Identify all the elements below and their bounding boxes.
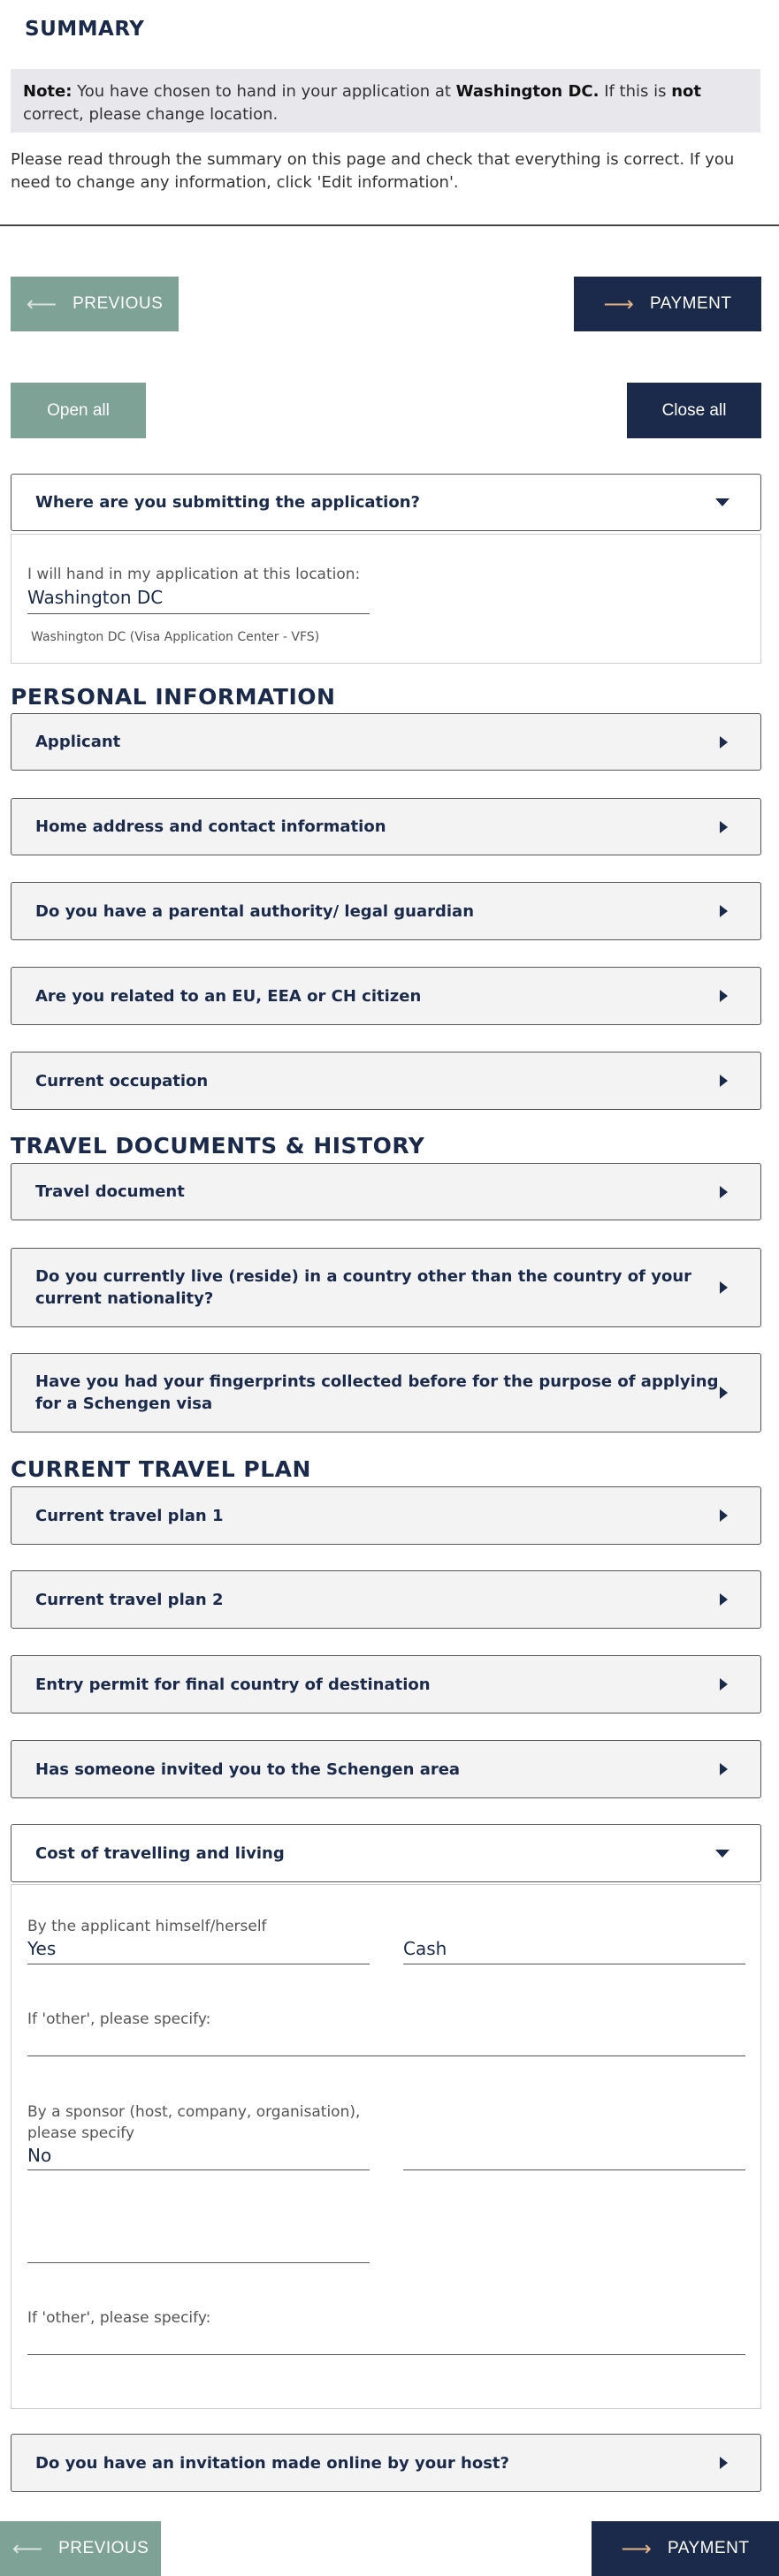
accordion-label: Current occupation [35,1071,209,1090]
section-personal-information: PERSONAL INFORMATION [11,684,336,710]
arrow-right-icon: ⟶ [603,292,634,316]
caret-right-icon [720,1509,728,1522]
location-center: Washington DC (Visa Application Center - VFS) [31,630,320,644]
accordion-online-invitation[interactable] [11,2434,761,2492]
other-specify-label-2: If 'other', please specify: [27,2309,211,2327]
caret-down-icon [715,498,729,506]
accordion-label: Has someone invited you to the Schengen area [35,1759,461,1779]
previous-button-top[interactable] [11,277,179,331]
note-text-1: You have chosen to hand in your application at [72,82,456,101]
accordion-applicant[interactable] [11,713,761,771]
payment-button-bottom[interactable] [592,2521,779,2576]
accordion-label: Where are you submitting the application? [35,493,420,512]
note-prefix: Note: [23,82,73,101]
caret-right-icon [720,1763,728,1775]
close-all-button[interactable]: Close all [627,383,761,438]
sponsor-cost-underline [27,2169,370,2170]
caret-right-icon [720,736,728,748]
caret-right-icon [720,821,728,833]
accordion-label: Do you have a parental authority/ legal guardian [35,901,475,921]
arrow-right-icon: ⟶ [621,2536,652,2561]
accordion-cost-of-travelling[interactable] [11,1824,761,1882]
accordion-label: Home address and contact information [35,817,386,836]
caret-right-icon [720,1186,728,1198]
section-current-travel-plan: CURRENT TRAVEL PLAN [11,1456,311,1482]
previous-button-bottom[interactable] [0,2521,161,2576]
accordion-travel-document[interactable] [11,1163,761,1220]
previous-label: PREVIOUS [58,2539,149,2557]
intro-text: Please read through the summary on this page and check that everything is correct. If you need to change any information, click 'Edit information'. [11,150,735,192]
accordion-label: Do you have an invitation made online by your host? [35,2453,509,2473]
accordion-label: Entry permit for final country of destination [35,1675,431,1694]
section-travel-documents: TRAVEL DOCUMENTS & HISTORY [11,1133,425,1159]
payment-label: PAYMENT [649,294,732,313]
accordion-label: Are you related to an EU, EEA or CH citizen [35,986,422,1006]
accordion-fingerprints[interactable] [11,1353,761,1432]
sponsor-means-underline [403,2169,745,2170]
location-note [11,69,760,133]
accordion-label: Applicant [35,733,121,751]
accordion-eu-relation[interactable] [11,967,761,1025]
accordion-travel-plan-1[interactable] [11,1486,761,1545]
payment-label: PAYMENT [667,2539,750,2557]
accordion-label: Have you had your fingerprints collected before for the purpose of applying for a Schengen visa [35,1372,719,1413]
accordion-label: Current travel plan 2 [35,1590,224,1609]
previous-label: PREVIOUS [73,294,164,313]
caret-right-icon [720,1387,728,1399]
note-text-2: If this is [599,82,672,101]
accordion-occupation[interactable] [11,1052,761,1110]
applicant-cost-value: Yes [27,1938,57,1959]
note-location: Washington DC. [455,82,600,101]
other-specify-label: If 'other', please specify: [27,2010,211,2028]
location-label: I will hand in my application at this location: [27,566,361,583]
divider [0,224,779,226]
accordion-label: Do you currently live (reside) in a country other than the country of your current nationality? [35,1267,692,1308]
accordion-label: Current travel plan 1 [35,1506,224,1525]
accordion-residence[interactable] [11,1248,761,1327]
note-emphasis: not [671,82,702,101]
other-specify-underline-2 [27,2354,745,2355]
applicant-cost-label: By the applicant himself/herself [27,1918,267,1935]
applicant-means-value: Cash [403,1938,447,1959]
accordion-submission[interactable] [11,474,761,531]
caret-right-icon [720,1281,728,1294]
accordion-travel-plan-2[interactable] [11,1570,761,1629]
caret-right-icon [720,1593,728,1606]
caret-right-icon [720,1678,728,1691]
sponsor-cost-label: By a sponsor (host, company, organisation), please specify [27,2103,361,2142]
location-value: Washington DC [27,587,164,608]
caret-right-icon [720,1075,728,1087]
payment-button-top[interactable] [574,277,761,331]
arrow-left-icon: ⟵ [26,292,57,316]
sponsor-extra-underline [27,2262,370,2263]
other-specify-underline [27,2055,745,2056]
accordion-invitation[interactable] [11,1740,761,1798]
caret-right-icon [720,905,728,917]
accordion-label: Cost of travelling and living [35,1843,285,1863]
accordion-legal-guardian[interactable] [11,882,761,940]
caret-right-icon [720,990,728,1002]
accordion-label: Travel document [35,1182,185,1201]
arrow-left-icon: ⟵ [11,2536,43,2561]
page-title: SUMMARY [25,18,145,41]
caret-right-icon [720,2457,728,2469]
location-underline [27,613,370,614]
accordion-home-address[interactable] [11,798,761,855]
sponsor-cost-value: No [27,2145,52,2166]
open-all-button[interactable]: Open all [11,383,146,438]
accordion-entry-permit[interactable] [11,1655,761,1714]
caret-down-icon [715,1850,729,1858]
note-text-3: correct, please change location. [23,105,279,124]
